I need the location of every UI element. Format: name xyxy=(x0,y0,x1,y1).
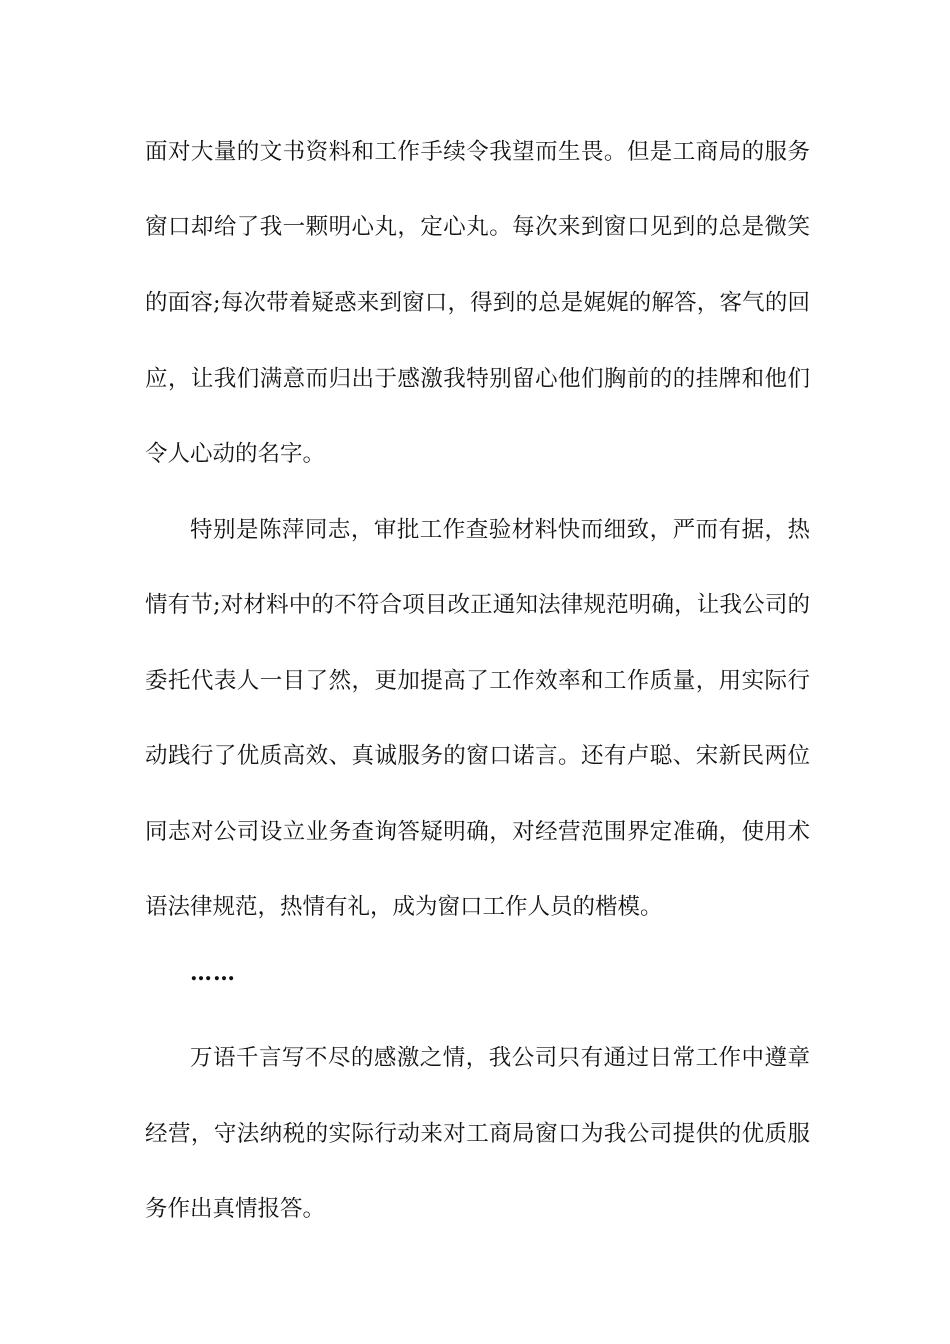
paragraph-2-line-3: 委托代表人一目了然，更加提高了工作效率和工作质量，用实际行 xyxy=(145,668,810,694)
paragraph-1-line-5: 令人心动的名字。 xyxy=(145,441,326,467)
paragraph-2-line-1: 特别是陈萍同志，审批工作查验材料快而细致，严而有据，热 xyxy=(190,517,810,543)
paragraph-2-line-6: 语法律规范，热情有礼，成为窗口工作人员的楷模。 xyxy=(145,894,663,920)
paragraph-2-line-2: 情有节;对材料中的不符合项目改正通知法律规范明确，让我公司的 xyxy=(145,592,810,618)
paragraph-1-line-2: 窗口却给了我一颗明心丸，定心丸。每次来到窗口见到的总是微笑 xyxy=(145,214,810,240)
paragraph-1-line-4: 应，让我们满意而归出于感激我特别留心他们胸前的的挂牌和他们 xyxy=(145,366,810,392)
paragraph-2-line-4: 动践行了优质高效、真诚服务的窗口诺言。还有卢聪、宋新民两位 xyxy=(145,743,810,769)
paragraph-1-line-3: 的面容;每次带着疑惑来到窗口，得到的总是娓娓的解答，客气的回 xyxy=(145,290,810,316)
paragraph-2-line-5: 同志对公司设立业务查询答疑明确，对经营范围界定准确，使用术 xyxy=(145,819,810,845)
paragraph-3-line-1: 万语千言写不尽的感激之情，我公司只有通过日常工作中遵章 xyxy=(190,1045,810,1071)
ellipsis-separator: …… xyxy=(190,960,236,986)
paragraph-1-line-1: 面对大量的文书资料和工作手续令我望而生畏。但是工商局的服务 xyxy=(145,139,810,165)
paragraph-3-line-3: 务作出真情报答。 xyxy=(145,1196,326,1222)
paragraph-3-line-2: 经营，守法纳税的实际行动来对工商局窗口为我公司提供的优质服 xyxy=(145,1121,810,1147)
